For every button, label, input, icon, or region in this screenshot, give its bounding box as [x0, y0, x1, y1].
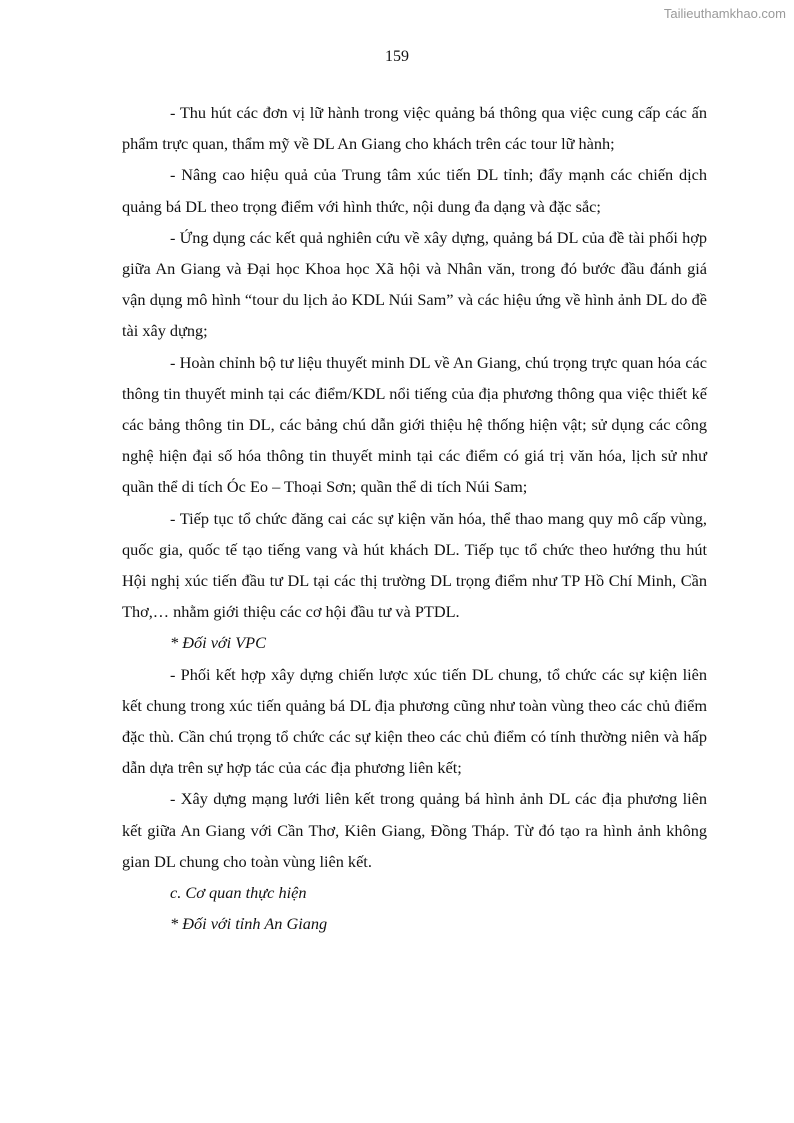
paragraph-research-application: - Ứng dụng các kết quả nghiên cứu về xây dựng, quảng bá DL của đề tài phối hợp giữa An Giang và Đại học Khoa học Xã hội và Nhân văn, trong đó bước đầu đánh giá vận dụng mô hình “tour du lịch ảo KDL Núi Sam” và các hiệu ứng về hình ảnh DL do đề tài xây dựng;: [122, 227, 707, 341]
paragraph-guide-materials: - Hoàn chỉnh bộ tư liệu thuyết minh DL về An Giang, chú trọng trực quan hóa các thông tin thuyết minh tại các điểm/KDL nổi tiếng của địa phương thông qua việc thiết kế các bảng thông tin DL, các bảng chú dẫn giới thiệu hệ thống hiện vật; sử dụng các công nghệ hiện đại số hóa thông tin thuyết minh tại các điểm có giá trị văn hóa, lịch sử như quần thể di tích Óc Eo – Thoại Sơn; quần thể di tích Núi Sam;: [122, 352, 707, 497]
paragraph-tour-operators: - Thu hút các đơn vị lữ hành trong việc quảng bá thông qua việc cung cấp các ấn phẩm trực quan, thẩm mỹ về DL An Giang cho khách trên các tour lữ hành;: [122, 103, 707, 154]
heading-vpc: * Đối với VPC: [170, 633, 266, 653]
watermark: Tailieuthamkhao.com: [663, 6, 786, 21]
paragraph-network: - Xây dựng mạng lưới liên kết trong quảng bá hình ảnh DL các địa phương liên kết giữa An Giang với Cần Thơ, Kiên Giang, Đồng Tháp. Từ đó tạo ra hình ảnh không gian DL chung cho toàn vùng liên kết.: [122, 789, 707, 871]
paragraph-events: - Tiếp tục tổ chức đăng cai các sự kiện văn hóa, thể thao mang quy mô cấp vùng, quốc gia, quốc tế tạo tiếng vang và hút khách DL. Tiếp tục tổ chức theo hướng thu hút Hội nghị xúc tiến đầu tư DL tại các thị trường DL trọng điểm như TP Hồ Chí Minh, Cần Thơ,… nhằm giới thiệu các cơ hội đầu tư và PTDL.: [122, 508, 707, 622]
page-number: 159: [385, 48, 409, 65]
document-body: [122, 97, 707, 939]
paragraph-promotion-center: - Nâng cao hiệu quả của Trung tâm xúc tiến DL tỉnh; đẩy mạnh các chiến dịch quảng bá DL theo trọng điểm với hình thức, nội dung đa dạng và đặc sắc;: [122, 165, 707, 216]
heading-implementing-agency: c. Cơ quan thực hiện: [170, 883, 307, 903]
heading-an-giang: * Đối với tỉnh An Giang: [170, 914, 328, 934]
paragraph-joint-strategy: - Phối kết hợp xây dựng chiến lược xúc tiến DL chung, tổ chức các sự kiện liên kết chung trong xúc tiến quảng bá DL địa phương cũng như toàn vùng theo các chủ điểm đặc thù. Cần chú trọng tổ chức các sự kiện theo các chủ điểm có tính thường niên và hấp dẫn dựa trên sự hợp tác của các địa phương liên kết;: [122, 664, 707, 778]
